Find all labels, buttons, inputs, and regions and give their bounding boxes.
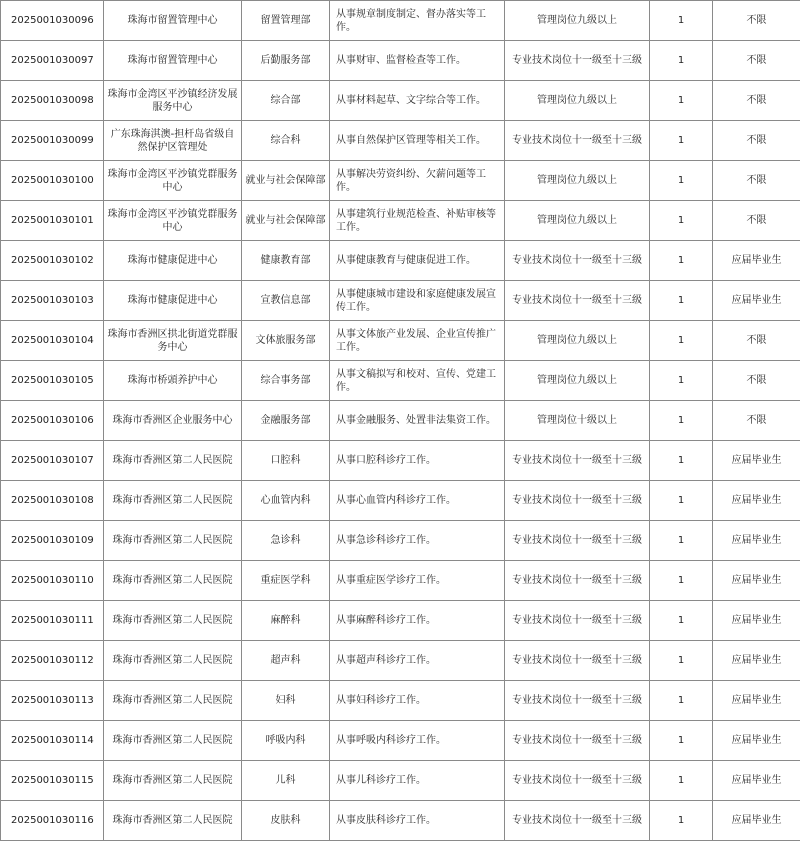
duty-cell: 从事自然保护区管理等相关工作。 [330,121,505,161]
headcount-cell: 1 [650,321,713,361]
headcount-cell: 1 [650,601,713,641]
headcount-cell: 1 [650,401,713,441]
requirement-cell: 应届毕业生 [713,641,800,681]
employer-cell: 珠海市金湾区平沙镇党群服务中心 [104,161,242,201]
requirement-cell: 不限 [713,401,800,441]
table-row [1,401,800,441]
headcount-cell: 1 [650,521,713,561]
department-cell: 皮肤科 [242,801,330,841]
headcount-cell: 1 [650,161,713,201]
post-level-cell: 专业技术岗位十一级至十三级 [505,681,650,721]
duty-cell: 从事财审、监督检查等工作。 [330,41,505,81]
department-cell: 妇科 [242,681,330,721]
table-row [1,561,800,601]
post-level-cell: 专业技术岗位十一级至十三级 [505,601,650,641]
position-code-cell: 2025001030102 [1,241,104,281]
department-cell: 儿科 [242,761,330,801]
duty-cell: 从事儿科诊疗工作。 [330,761,505,801]
table-row [1,641,800,681]
headcount-cell: 1 [650,81,713,121]
requirement-cell: 应届毕业生 [713,481,800,521]
employer-cell: 珠海市香洲区第二人民医院 [104,761,242,801]
duty-cell: 从事妇科诊疗工作。 [330,681,505,721]
position-code-cell: 2025001030107 [1,441,104,481]
department-cell: 急诊科 [242,521,330,561]
post-level-cell: 管理岗位十级以上 [505,401,650,441]
post-level-cell: 专业技术岗位十一级至十三级 [505,801,650,841]
position-code-cell: 2025001030112 [1,641,104,681]
duty-cell: 从事呼吸内科诊疗工作。 [330,721,505,761]
position-code-cell: 2025001030101 [1,201,104,241]
employer-cell: 珠海市金湾区平沙镇经济发展服务中心 [104,81,242,121]
post-level-cell: 专业技术岗位十一级至十三级 [505,481,650,521]
duty-cell: 从事健康城市建设和家庭健康发展宣传工作。 [330,281,505,321]
post-level-cell: 专业技术岗位十一级至十三级 [505,761,650,801]
table-row [1,81,800,121]
position-code-cell: 2025001030110 [1,561,104,601]
employer-cell: 珠海市香洲区第二人民医院 [104,681,242,721]
employer-cell: 珠海市香洲区第二人民医院 [104,601,242,641]
requirement-cell: 不限 [713,41,800,81]
requirement-cell: 应届毕业生 [713,761,800,801]
headcount-cell: 1 [650,361,713,401]
table-row [1,201,800,241]
department-cell: 综合科 [242,121,330,161]
department-cell: 宣教信息部 [242,281,330,321]
requirement-cell: 不限 [713,321,800,361]
department-cell: 心血管内科 [242,481,330,521]
duty-cell: 从事超声科诊疗工作。 [330,641,505,681]
headcount-cell: 1 [650,761,713,801]
duty-cell: 从事口腔科诊疗工作。 [330,441,505,481]
employer-cell: 珠海市香洲区第二人民医院 [104,561,242,601]
department-cell: 麻醉科 [242,601,330,641]
employer-cell: 珠海市留置管理中心 [104,1,242,41]
table-row [1,1,800,41]
employer-cell: 珠海市香洲区拱北街道党群服务中心 [104,321,242,361]
headcount-cell: 1 [650,201,713,241]
table-row [1,161,800,201]
headcount-cell: 1 [650,721,713,761]
position-code-cell: 2025001030115 [1,761,104,801]
headcount-cell: 1 [650,641,713,681]
headcount-cell: 1 [650,281,713,321]
table-row [1,361,800,401]
employer-cell: 珠海市香洲区企业服务中心 [104,401,242,441]
requirement-cell: 应届毕业生 [713,801,800,841]
headcount-cell: 1 [650,241,713,281]
duty-cell: 从事皮肤科诊疗工作。 [330,801,505,841]
duty-cell: 从事健康教育与健康促进工作。 [330,241,505,281]
requirement-cell: 应届毕业生 [713,721,800,761]
post-level-cell: 管理岗位九级以上 [505,81,650,121]
post-level-cell: 管理岗位九级以上 [505,1,650,41]
post-level-cell: 专业技术岗位十一级至十三级 [505,721,650,761]
post-level-cell: 管理岗位九级以上 [505,361,650,401]
post-level-cell: 专业技术岗位十一级至十三级 [505,241,650,281]
duty-cell: 从事心血管内科诊疗工作。 [330,481,505,521]
department-cell: 综合事务部 [242,361,330,401]
headcount-cell: 1 [650,121,713,161]
department-cell: 金融服务部 [242,401,330,441]
table-row [1,441,800,481]
table-row [1,721,800,761]
duty-cell: 从事急诊科诊疗工作。 [330,521,505,561]
post-level-cell: 专业技术岗位十一级至十三级 [505,121,650,161]
duty-cell: 从事解决劳资纠纷、欠薪问题等工作。 [330,161,505,201]
department-cell: 综合部 [242,81,330,121]
duty-cell: 从事规章制度制定、督办落实等工作。 [330,1,505,41]
department-cell: 超声科 [242,641,330,681]
requirement-cell: 应届毕业生 [713,241,800,281]
post-level-cell: 管理岗位九级以上 [505,321,650,361]
duty-cell: 从事材料起草、文字综合等工作。 [330,81,505,121]
employer-cell: 珠海市金湾区平沙镇党群服务中心 [104,201,242,241]
position-code-cell: 2025001030106 [1,401,104,441]
position-code-cell: 2025001030105 [1,361,104,401]
table-body [1,1,800,841]
post-level-cell: 专业技术岗位十一级至十三级 [505,281,650,321]
duty-cell: 从事文稿拟写和校对、宣传、党建工作。 [330,361,505,401]
duty-cell: 从事金融服务、处置非法集资工作。 [330,401,505,441]
duty-cell: 从事重症医学诊疗工作。 [330,561,505,601]
table-row [1,321,800,361]
headcount-cell: 1 [650,561,713,601]
requirement-cell: 应届毕业生 [713,521,800,561]
department-cell: 文体旅服务部 [242,321,330,361]
department-cell: 后勤服务部 [242,41,330,81]
employer-cell: 珠海市留置管理中心 [104,41,242,81]
position-code-cell: 2025001030103 [1,281,104,321]
position-code-cell: 2025001030114 [1,721,104,761]
post-level-cell: 专业技术岗位十一级至十三级 [505,641,650,681]
position-code-cell: 2025001030108 [1,481,104,521]
department-cell: 口腔科 [242,441,330,481]
position-code-cell: 2025001030097 [1,41,104,81]
employer-cell: 珠海市香洲区第二人民医院 [104,441,242,481]
table-row [1,801,800,841]
table-row [1,761,800,801]
requirement-cell: 不限 [713,201,800,241]
table-row [1,121,800,161]
requirement-cell: 应届毕业生 [713,601,800,641]
department-cell: 就业与社会保障部 [242,161,330,201]
position-code-cell: 2025001030116 [1,801,104,841]
employer-cell: 珠海市香洲区第二人民医院 [104,641,242,681]
requirement-cell: 应届毕业生 [713,281,800,321]
table-row [1,601,800,641]
department-cell: 呼吸内科 [242,721,330,761]
department-cell: 留置管理部 [242,1,330,41]
post-level-cell: 专业技术岗位十一级至十三级 [505,521,650,561]
employer-cell: 珠海市香洲区第二人民医院 [104,481,242,521]
position-code-cell: 2025001030104 [1,321,104,361]
position-code-cell: 2025001030109 [1,521,104,561]
requirement-cell: 应届毕业生 [713,441,800,481]
post-level-cell: 专业技术岗位十一级至十三级 [505,441,650,481]
headcount-cell: 1 [650,681,713,721]
position-code-cell: 2025001030113 [1,681,104,721]
headcount-cell: 1 [650,441,713,481]
duty-cell: 从事建筑行业规范检查、补贴审核等工作。 [330,201,505,241]
position-code-cell: 2025001030096 [1,1,104,41]
position-code-cell: 2025001030099 [1,121,104,161]
requirement-cell: 应届毕业生 [713,561,800,601]
headcount-cell: 1 [650,481,713,521]
employer-cell: 广东珠海淇澳-担杆岛省级自然保护区管理处 [104,121,242,161]
table-row [1,681,800,721]
post-level-cell: 专业技术岗位十一级至十三级 [505,41,650,81]
department-cell: 重症医学科 [242,561,330,601]
headcount-cell: 1 [650,1,713,41]
department-cell: 就业与社会保障部 [242,201,330,241]
headcount-cell: 1 [650,801,713,841]
headcount-cell: 1 [650,41,713,81]
requirement-cell: 应届毕业生 [713,681,800,721]
employer-cell: 珠海市香洲区第二人民医院 [104,801,242,841]
requirement-cell: 不限 [713,121,800,161]
duty-cell: 从事麻醉科诊疗工作。 [330,601,505,641]
employer-cell: 珠海市健康促进中心 [104,241,242,281]
position-code-cell: 2025001030100 [1,161,104,201]
position-code-cell: 2025001030098 [1,81,104,121]
post-level-cell: 管理岗位九级以上 [505,201,650,241]
table-row [1,241,800,281]
table-row [1,481,800,521]
post-level-cell: 专业技术岗位十一级至十三级 [505,561,650,601]
employer-cell: 珠海市香洲区第二人民医院 [104,521,242,561]
requirement-cell: 不限 [713,161,800,201]
table-row [1,281,800,321]
department-cell: 健康教育部 [242,241,330,281]
duty-cell: 从事文体旅产业发展、企业宣传推广工作。 [330,321,505,361]
position-code-cell: 2025001030111 [1,601,104,641]
requirement-cell: 不限 [713,361,800,401]
table-row [1,521,800,561]
post-level-cell: 管理岗位九级以上 [505,161,650,201]
requirement-cell: 不限 [713,1,800,41]
employer-cell: 珠海市健康促进中心 [104,281,242,321]
table-row [1,41,800,81]
employer-cell: 珠海市桥頭养护中心 [104,361,242,401]
employer-cell: 珠海市香洲区第二人民医院 [104,721,242,761]
requirement-cell: 不限 [713,81,800,121]
